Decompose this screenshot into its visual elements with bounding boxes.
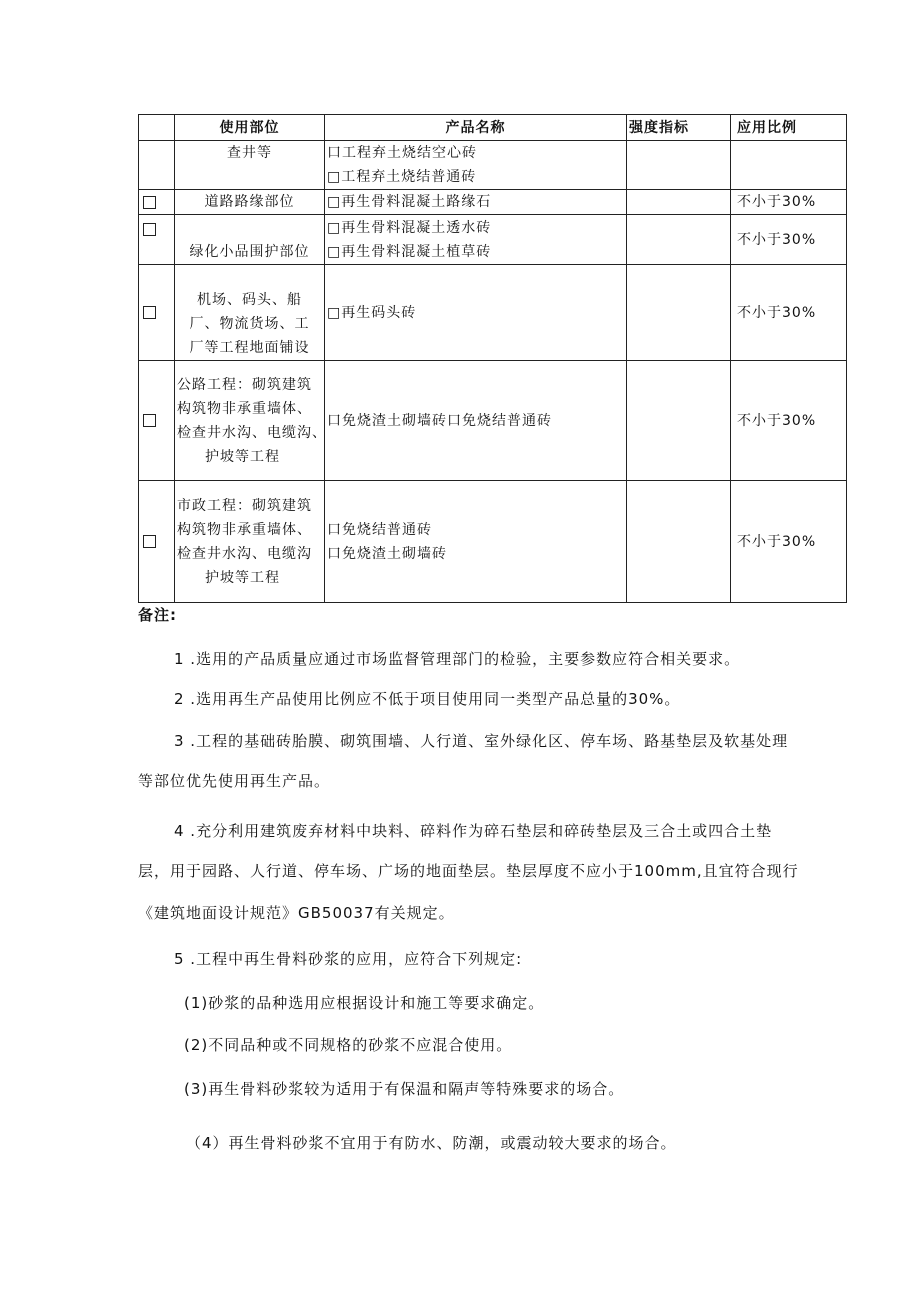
- part-line: 查井等: [227, 145, 272, 161]
- header-ratio: 应用比例: [731, 115, 847, 141]
- product-line: 口免烧渣土砌墙砖口免烧结普通砖: [327, 412, 552, 429]
- note-paragraph: 1 .选用的产品质量应通过市场监督管理部门的检验，主要参数应符合相关要求。: [174, 650, 741, 668]
- row-strength: [627, 141, 731, 190]
- part-line: 检查井水沟、电缆沟、: [177, 424, 327, 441]
- note-paragraph: 5 .工程中再生骨料砂浆的应用，应符合下列规定:: [174, 950, 523, 968]
- part-line: 厂、物流货场、工: [189, 316, 310, 332]
- row-products: [325, 265, 627, 361]
- row-check-cell[interactable]: [139, 481, 175, 603]
- row-products: [325, 215, 627, 265]
- header-check: [139, 115, 175, 141]
- product-line: □再生骨料混凝土植草砖: [327, 243, 492, 260]
- table-row: [139, 361, 847, 481]
- row-check-cell[interactable]: [139, 265, 175, 361]
- part-line: 绿化小品围护部位: [189, 244, 310, 260]
- part-line: 护坡等工程: [205, 569, 280, 586]
- product-table: [138, 114, 847, 603]
- row-check-cell[interactable]: [139, 215, 175, 265]
- row-check-cell[interactable]: [139, 361, 175, 481]
- note-paragraph: 4 .充分利用建筑废弃材料中块料、碎料作为碎石垫层和碎砖垫层及三合土或四合土垫: [174, 822, 773, 840]
- row-part: [175, 190, 325, 215]
- part-line: 构筑物非承重墙体、: [177, 521, 312, 538]
- part-line: 市政工程：砌筑建筑: [177, 497, 312, 514]
- table-row: [139, 190, 847, 215]
- row-check-cell: [139, 141, 175, 190]
- part-line: 公路工程：砌筑建筑: [177, 376, 312, 393]
- row-products: [325, 141, 627, 190]
- part-line: 护坡等工程: [205, 448, 280, 465]
- table-row: [139, 215, 847, 265]
- row-checkbox[interactable]: [143, 223, 156, 236]
- product-line: 口免烧渣土砌墙砖: [327, 545, 447, 562]
- row-part: [175, 481, 325, 603]
- part-line: 道路路缘部位: [204, 194, 295, 210]
- row-checkbox[interactable]: [143, 306, 156, 319]
- header-strength: 强度指标: [627, 115, 731, 141]
- note-paragraph: 3 .工程的基础砖胎膜、砌筑围墙、人行道、室外绿化区、停车场、路基垫层及软基处理: [174, 732, 789, 750]
- part-line: 厂等工程地面铺设: [189, 340, 310, 356]
- header-part: 使用部位: [175, 115, 325, 141]
- part-line: 机场、码头、船: [197, 292, 302, 308]
- row-strength: [627, 361, 731, 481]
- row-strength: [627, 265, 731, 361]
- note-paragraph: 2 .选用再生产品使用比例应不低于项目使用同一类型产品总量的30%。: [174, 690, 681, 708]
- row-checkbox[interactable]: [143, 414, 156, 427]
- row-check-cell[interactable]: [139, 190, 175, 215]
- row-part: [175, 265, 325, 361]
- product-line: □再生骨料混凝土路缘石: [327, 194, 492, 210]
- row-ratio: 不小于30%: [731, 265, 847, 361]
- note-paragraph: 《建筑地面设计规范》GB50037有关规定。: [138, 904, 455, 922]
- row-part: [175, 215, 325, 265]
- row-ratio: 不小于30%: [731, 190, 847, 215]
- part-line: 构筑物非承重墙体、: [177, 400, 312, 417]
- row-strength: [627, 190, 731, 215]
- note-paragraph: (1)砂浆的品种选用应根据设计和施工等要求确定。: [184, 994, 545, 1012]
- note-paragraph: （4）再生骨料砂浆不宜用于有防水、防潮，或震动较大要求的场合。: [186, 1134, 677, 1152]
- row-ratio: 不小于30%: [731, 215, 847, 265]
- table-row: [139, 481, 847, 603]
- product-line: 口免烧结普通砖: [327, 521, 432, 538]
- note-paragraph: (2)不同品种或不同规格的砂浆不应混合使用。: [184, 1036, 513, 1054]
- product-line: □再生码头砖: [327, 304, 417, 321]
- note-paragraph: 等部位优先使用再生产品。: [138, 772, 331, 790]
- row-products: [325, 361, 627, 481]
- header-product: 产品名称: [325, 115, 627, 141]
- row-checkbox[interactable]: [143, 196, 156, 209]
- note-paragraph: (3)再生骨料砂浆较为适用于有保温和隔声等特殊要求的场合。: [184, 1080, 625, 1098]
- row-ratio: 不小于30%: [731, 361, 847, 481]
- table-row: [139, 265, 847, 361]
- row-ratio: 不小于30%: [731, 481, 847, 603]
- row-ratio: [731, 141, 847, 190]
- product-line: 口工程弃土烧结空心砖: [327, 145, 477, 161]
- row-strength: [627, 215, 731, 265]
- part-line: 检查井水沟、电缆沟: [177, 545, 312, 562]
- row-products: [325, 481, 627, 603]
- product-line: □工程弃土烧结普通砖: [327, 169, 477, 185]
- table-row: [139, 141, 847, 190]
- notes-title: 备注:: [138, 606, 177, 624]
- table-header-row: [139, 115, 847, 141]
- row-products: [325, 190, 627, 215]
- row-part: [175, 141, 325, 190]
- row-checkbox[interactable]: [143, 535, 156, 548]
- row-part: [175, 361, 325, 481]
- product-line: □再生骨料混凝土透水砖: [327, 219, 492, 236]
- row-strength: [627, 481, 731, 603]
- note-paragraph: 层，用于园路、人行道、停车场、广场的地面垫层。垫层厚度不应小于100mm,且宜符合现行: [138, 862, 799, 880]
